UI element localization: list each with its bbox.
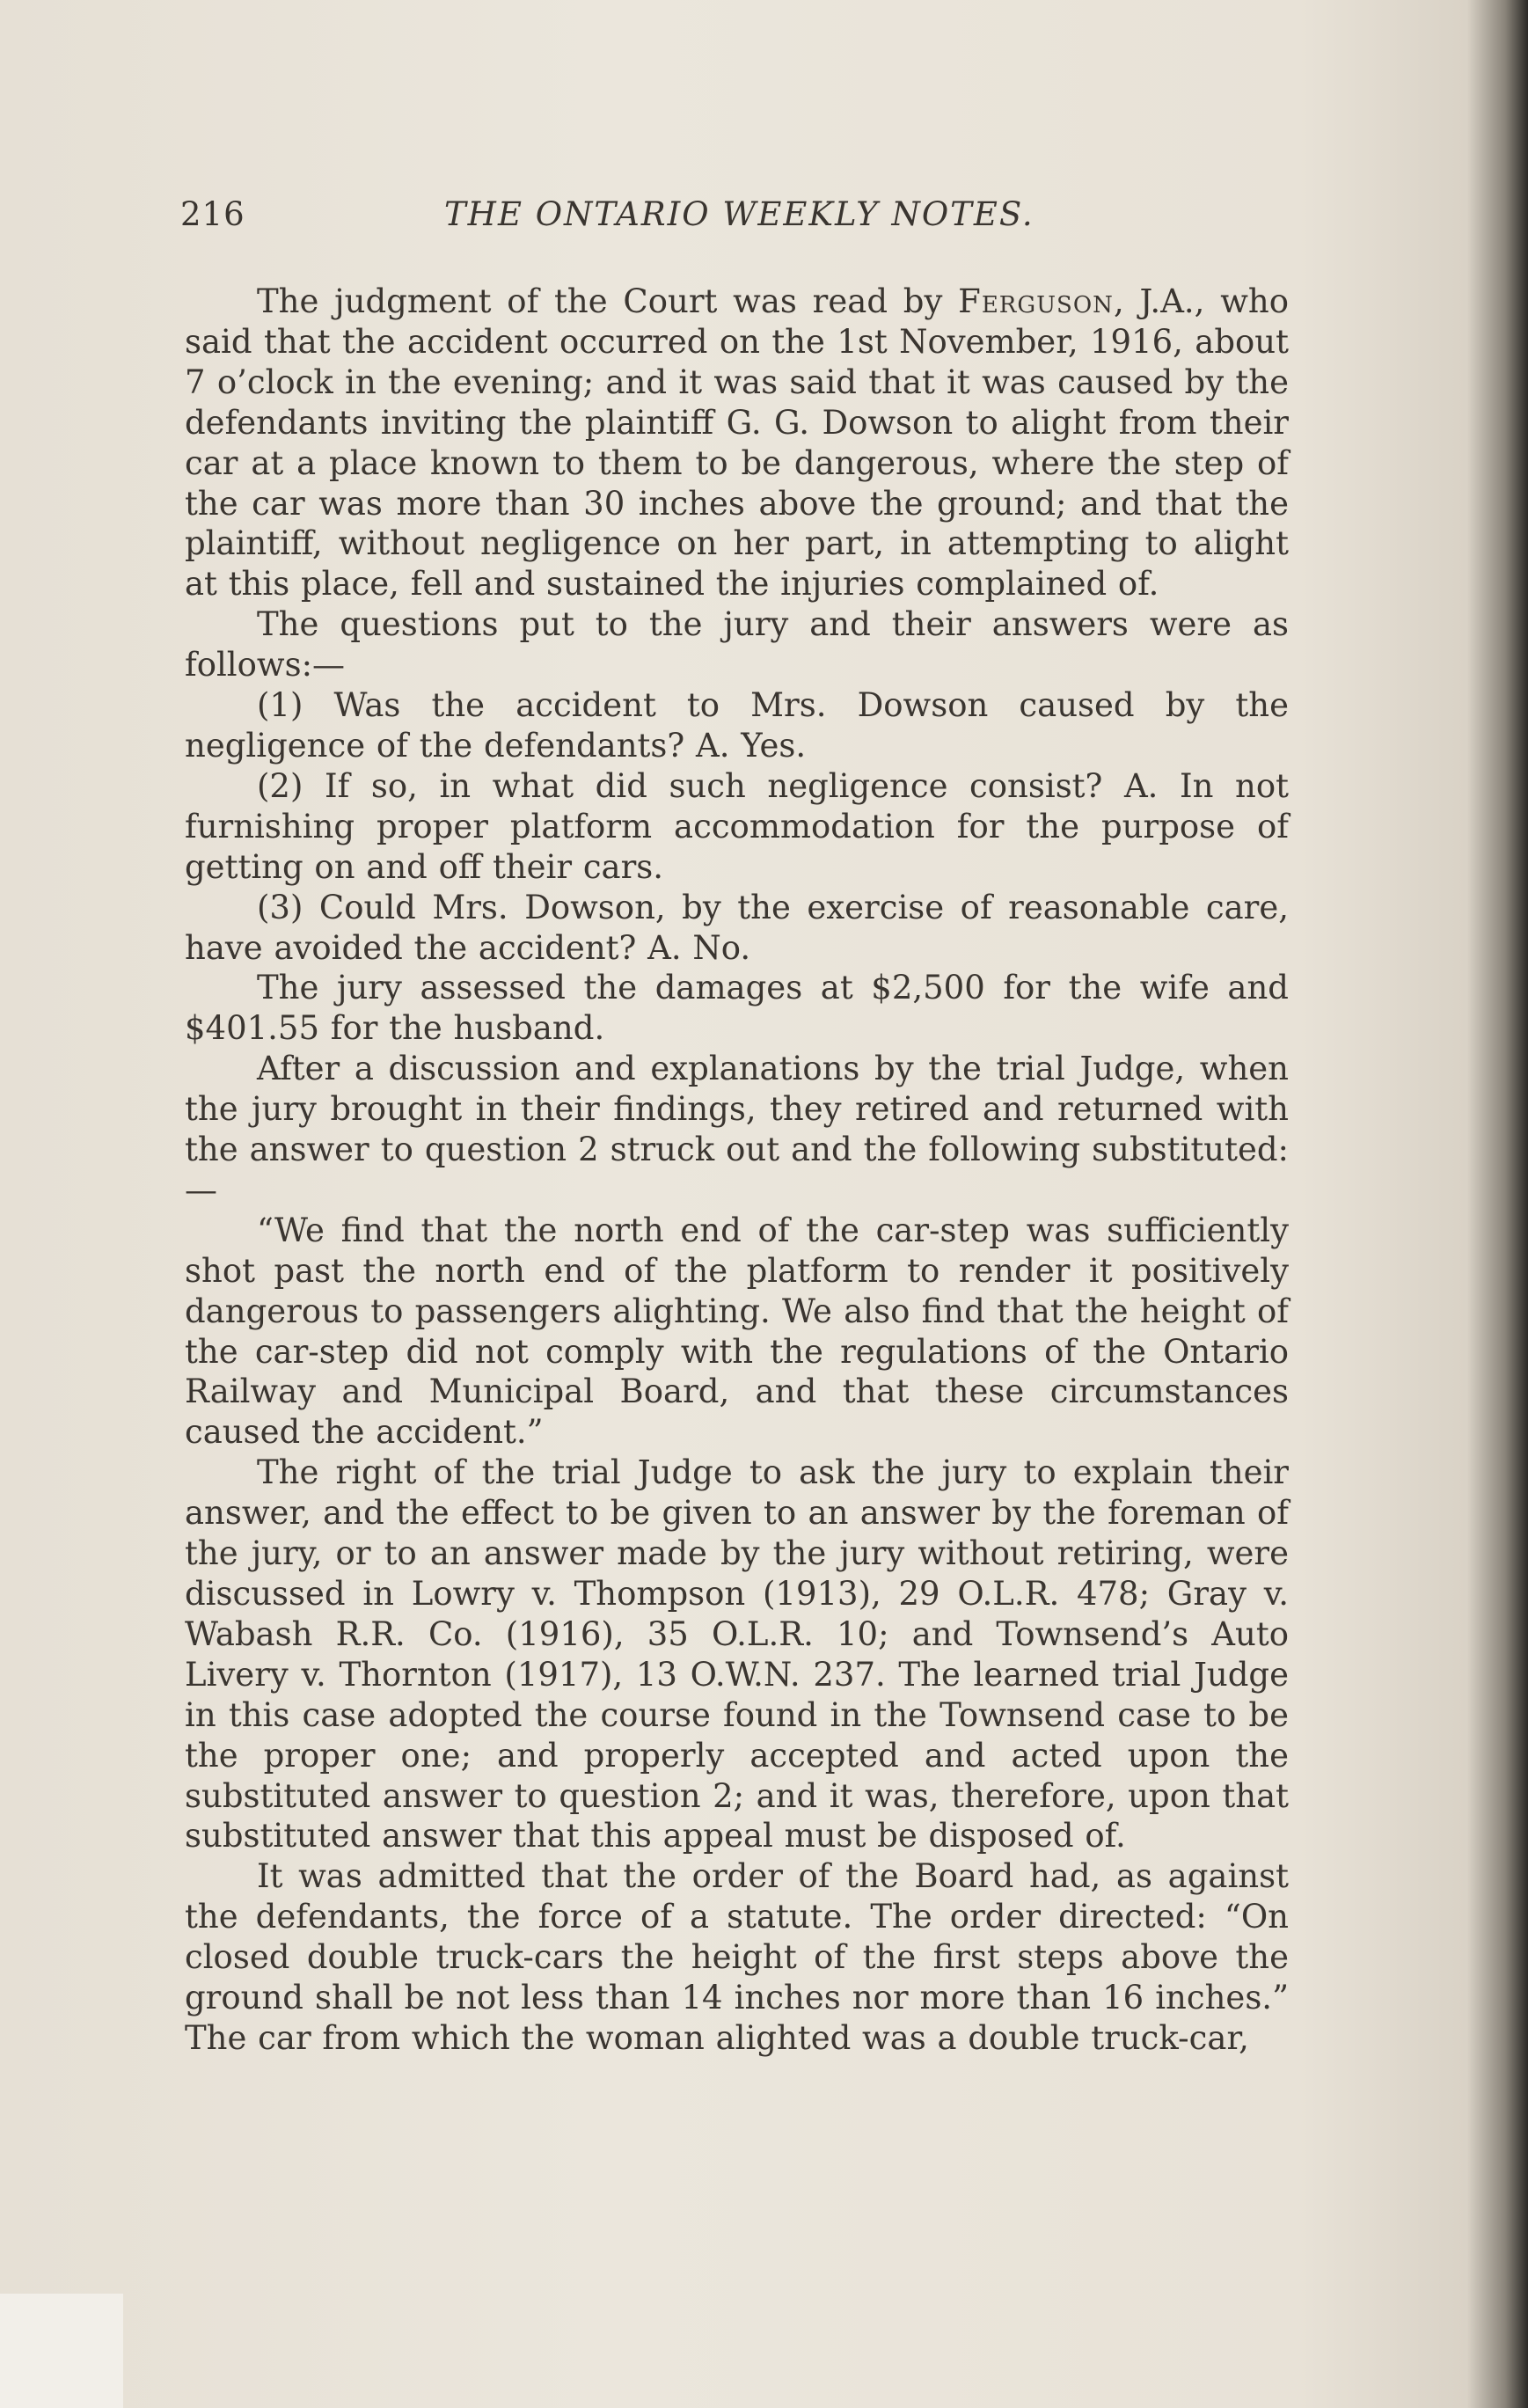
paragraph-board-order: It was admitted that the order of the Board had, as against the defendants, the force of a statute. The order directed: “On closed double truck-cars the height of the first steps above the ground shall be not less than 14 inches nor more than 16 inches.” The car from which the woman alighted was a double truck-car,: [185, 1857, 1289, 2057]
paragraph-question-3: (3) Could Mrs. Dowson, by the exercise of reasonable care, have avoided the accident? A. No.: [185, 888, 1289, 967]
judge-name: Ferguson: [958, 282, 1114, 320]
page-number: 216: [180, 195, 245, 233]
running-head: THE ONTARIO WEEKLY NOTES.: [444, 195, 1035, 233]
paragraph-jury-finding-quote: “We find that the north end of the car-step was sufficiently shot past the north end of the platform to render it positively dangerous to passengers alighting. We also find that the height of the car-step did not comply with the regulations of the Ontario Railway and Municipal Board, and that these circumstances caused the accident.”: [185, 1211, 1289, 1452]
page-header: [180, 195, 1368, 248]
paragraph-precedents: The right of the trial Judge to ask the jury to explain their answer, and the effect to be given to an answer by the foreman of the jury, or to an answer made by the jury without retiring, were discussed in Lowry v. Thompson (1913), 29 O.L.R. 478; Gray v. Wabash R.R. Co. (1916), 35 O.L.R. 10; and Townsend’s Auto Livery v. Thornton (1917), 13 O.W.N. 237. The learned trial Judge in this case adopted the course found in the Townsend case to be the proper one; and properly accepted and acted upon the substituted answer to question 2; and it was, therefore, upon that substituted answer that this appeal must be disposed of.: [185, 1453, 1289, 1855]
paragraph-question-2: (2) If so, in what did such negligence consist? A. In not furnishing proper platform accommodation for the purpose of getting on and off their cars.: [185, 766, 1289, 886]
intro-after: , J.A., who said that the accident occurred on the 1st November, 1916, about 7 o’clock in the evening; and it was said that it was caused by the defendants inviting the plaintiff G. G. Dowson to alight from their car at a place known to them to be dangerous, where the step of the car was more than 30 inches above the ground; and that the plaintiff, without negligence on her part, in attempting to alight at this place, fell and sustained the injuries complained of.: [185, 282, 1289, 604]
intro-before: The judgment of the Court was read by: [257, 282, 959, 320]
paragraph-damages: The jury assessed the damages at $2,500 for the wife and $401.55 for the husband.: [185, 969, 1289, 1048]
scan-artifact: [0, 2294, 123, 2408]
paragraph-judgment-intro: [185, 282, 1289, 604]
paragraph-questions-intro: The questions put to the jury and their answers were as follows:—: [185, 605, 1289, 684]
paragraph-discussion: After a discussion and explanations by the trial Judge, when the jury brought in their findings, they retired and returned with the answer to question 2 struck out and the following substituted:—: [185, 1050, 1289, 1209]
paragraph-question-1: (1) Was the accident to Mrs. Dowson caused by the negligence of the defendants? A. Yes.: [185, 686, 1289, 765]
body-text: [185, 282, 1289, 2059]
